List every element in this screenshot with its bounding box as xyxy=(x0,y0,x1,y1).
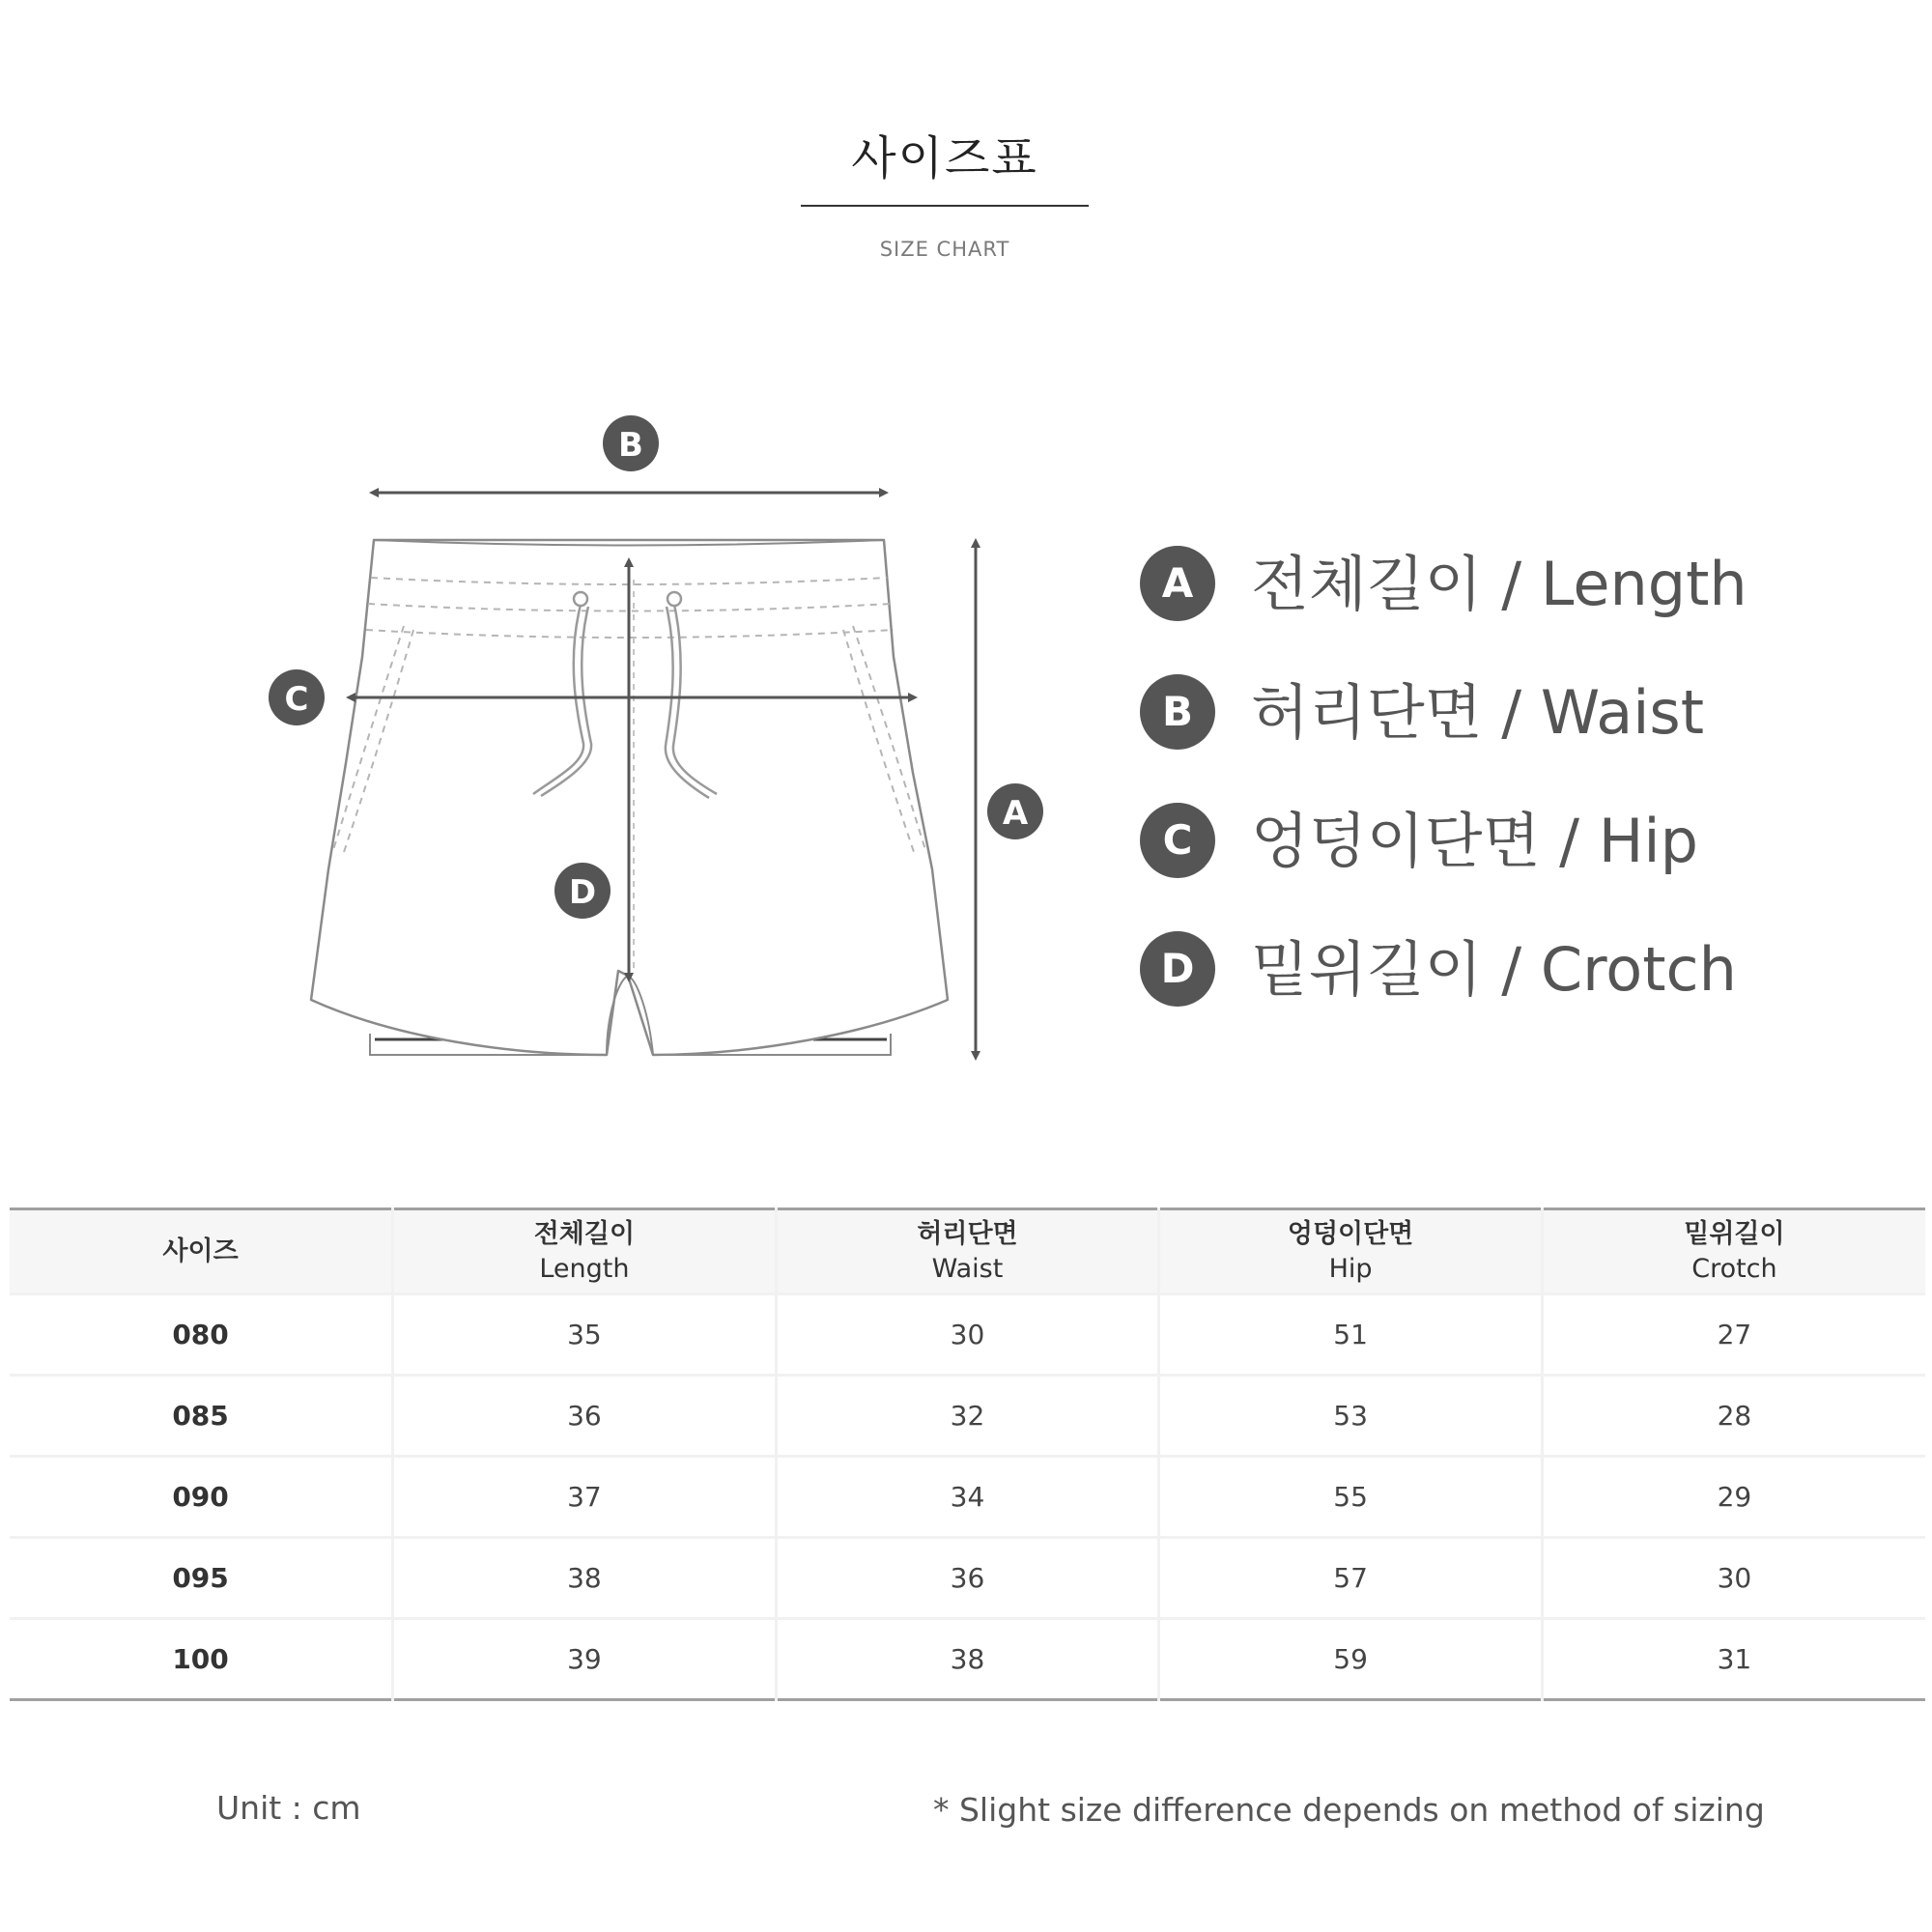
hip-cell: 55 xyxy=(1159,1457,1543,1538)
sizing-disclaimer: * Slight size difference depends on method of sizing xyxy=(933,1791,1765,1829)
column-header-size-label: 사이즈 xyxy=(162,1236,239,1266)
column-header-crotch-ko: 밑위길이 xyxy=(1684,1218,1785,1249)
hip-cell: 57 xyxy=(1159,1538,1543,1619)
table-row xyxy=(10,1457,1925,1538)
table-header-row xyxy=(10,1209,1925,1294)
size-table-header xyxy=(10,1209,1925,1294)
page-title: 사이즈표 xyxy=(851,131,1038,185)
waist-cell: 34 xyxy=(776,1457,1159,1538)
marker-a xyxy=(987,783,1043,839)
length-cell: 37 xyxy=(393,1457,777,1538)
crotch-cell: 31 xyxy=(1717,1643,1752,1675)
marker-b xyxy=(603,415,659,471)
column-header-waist-ko: 허리단면 xyxy=(917,1218,1018,1249)
page-subtitle: SIZE CHART xyxy=(879,238,1010,261)
crotch-cell: 27 xyxy=(1717,1319,1752,1350)
legend-badge-b: B xyxy=(1140,674,1215,750)
column-header-hip-ko: 엉덩이단면 xyxy=(1287,1218,1414,1249)
hip-cell: 51 xyxy=(1159,1294,1543,1376)
marker-c-label: C xyxy=(284,680,309,719)
unit-note: Unit : cm xyxy=(216,1789,361,1827)
legend-badge-d: D xyxy=(1140,931,1215,1007)
length-cell: 39 xyxy=(393,1619,777,1700)
size-cell: 100 xyxy=(10,1619,393,1700)
column-header-crotch xyxy=(1542,1209,1925,1294)
waist-cell: 38 xyxy=(776,1619,1159,1700)
marker-c xyxy=(269,669,325,725)
table-row xyxy=(10,1538,1925,1619)
length-cell: 35 xyxy=(393,1294,777,1376)
column-header-size xyxy=(10,1209,393,1294)
crotch-cell: 28 xyxy=(1717,1400,1752,1432)
size-cell: 090 xyxy=(10,1457,393,1538)
legend-badge-a: A xyxy=(1140,546,1215,621)
legend-badge-c: C xyxy=(1140,803,1215,878)
crotch-cell: 29 xyxy=(1717,1481,1752,1513)
size-cell: 080 xyxy=(10,1294,393,1376)
length-cell: 38 xyxy=(393,1538,777,1619)
waist-cell: 32 xyxy=(776,1376,1159,1457)
size-cell: 095 xyxy=(10,1538,393,1619)
hip-cell: 59 xyxy=(1159,1619,1543,1700)
shorts-measurement-diagram xyxy=(0,0,1063,1101)
column-header-waist xyxy=(776,1209,1159,1294)
length-cell: 36 xyxy=(393,1376,777,1457)
column-header-length xyxy=(393,1209,777,1294)
column-header-hip xyxy=(1159,1209,1543,1294)
size-table-body xyxy=(10,1294,1925,1700)
size-cell: 085 xyxy=(10,1376,393,1457)
legend-label-crotch: 밑위길이 / Crotch xyxy=(1251,934,1737,1005)
column-header-waist-en: Waist xyxy=(931,1253,1004,1284)
legend-item-hip xyxy=(1140,803,1835,880)
legend-item-crotch xyxy=(1140,931,1835,1009)
legend-label-hip: 엉덩이단면 / Hip xyxy=(1251,806,1698,876)
hip-cell: 53 xyxy=(1159,1376,1543,1457)
table-row xyxy=(10,1294,1925,1376)
legend-item-waist xyxy=(1140,674,1835,752)
table-row xyxy=(10,1619,1925,1700)
column-header-length-ko: 전체길이 xyxy=(533,1218,636,1249)
column-header-length-en: Length xyxy=(539,1253,630,1284)
size-table xyxy=(10,1208,1925,1701)
legend-label-length: 전체길이 / Length xyxy=(1251,549,1747,619)
marker-a-label: A xyxy=(1002,794,1029,833)
waist-cell: 30 xyxy=(776,1294,1159,1376)
table-row xyxy=(10,1376,1925,1457)
column-header-crotch-en: Crotch xyxy=(1691,1253,1777,1284)
legend-item-length xyxy=(1140,546,1835,623)
waist-cell: 36 xyxy=(776,1538,1159,1619)
marker-d-label: D xyxy=(568,873,597,912)
crotch-cell: 30 xyxy=(1717,1562,1752,1594)
marker-b-label: B xyxy=(618,426,643,465)
legend-label-waist: 허리단면 / Waist xyxy=(1251,677,1705,748)
marker-d xyxy=(554,863,611,919)
column-header-hip-en: Hip xyxy=(1328,1253,1373,1284)
